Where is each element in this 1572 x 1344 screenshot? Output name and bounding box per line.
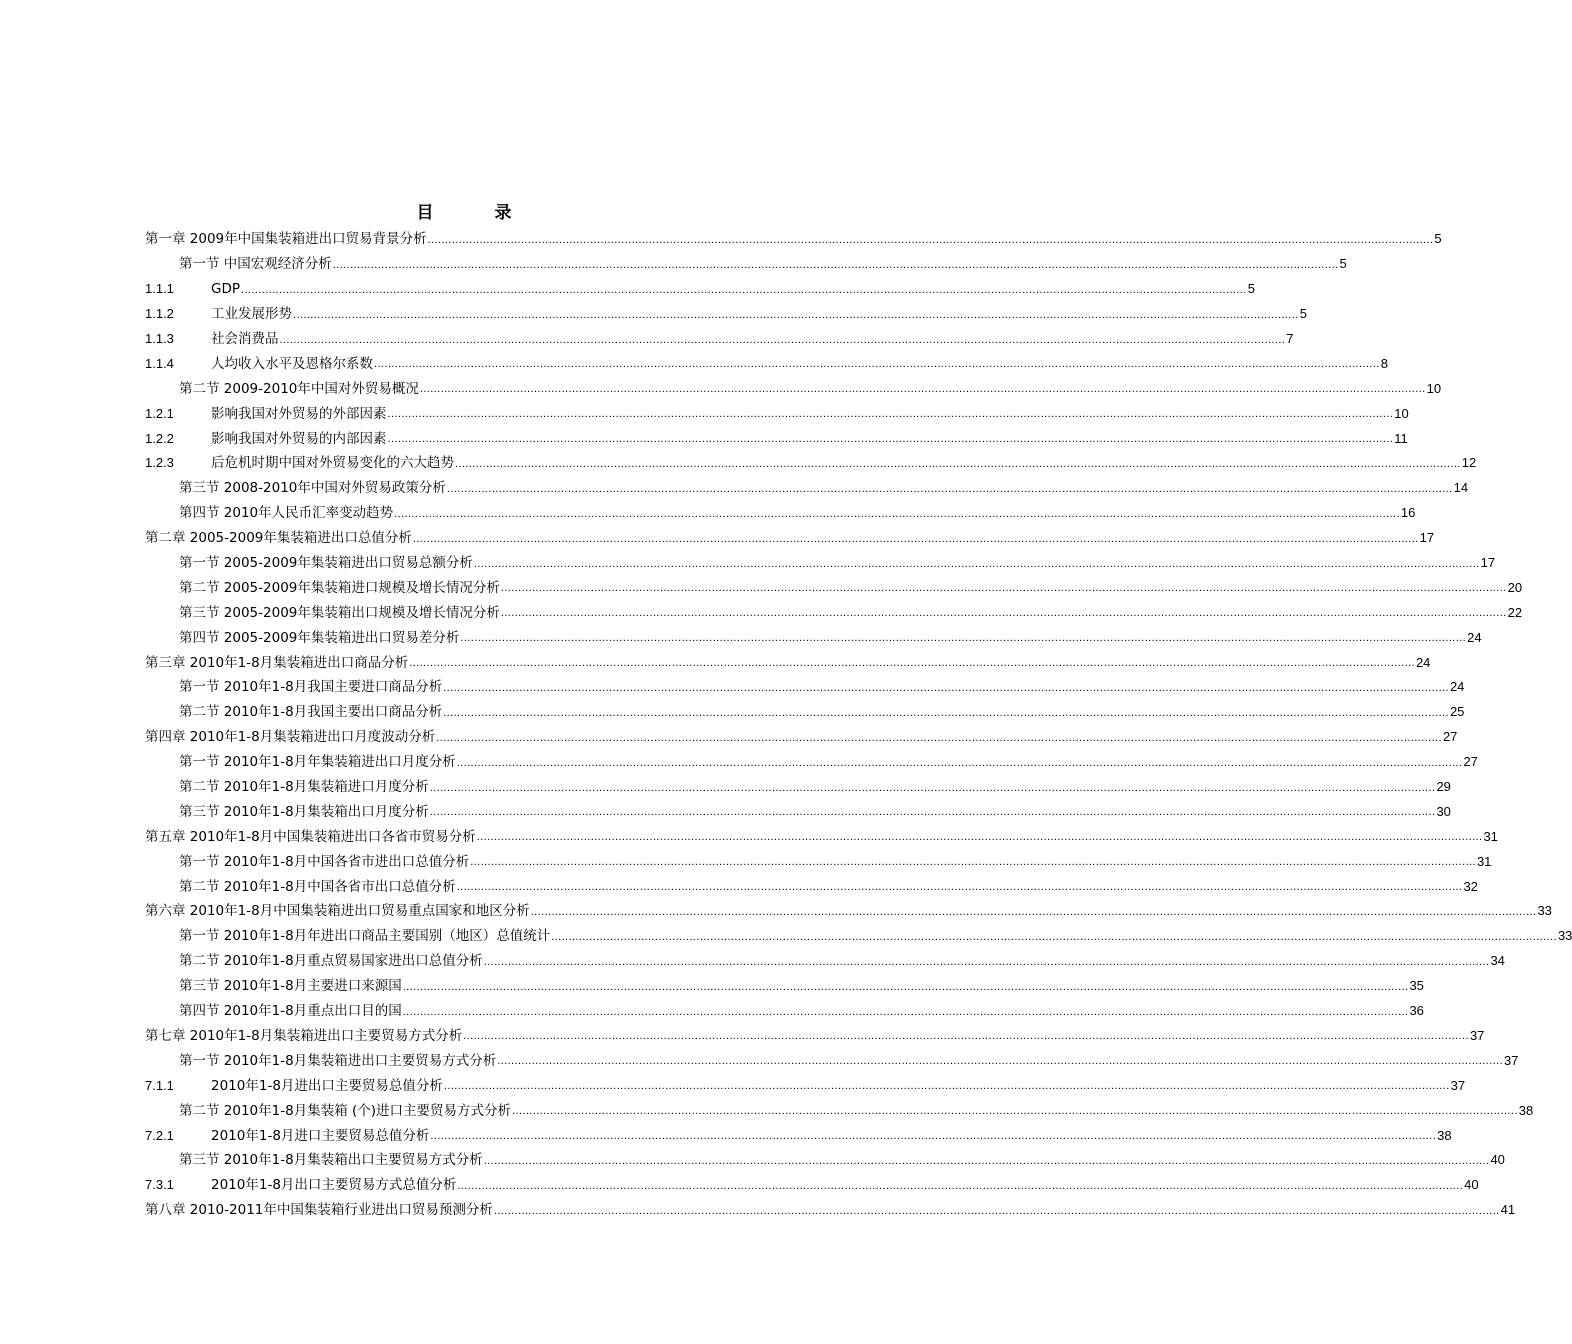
toc-dot-leader <box>428 231 1434 248</box>
toc-dot-leader <box>430 779 1436 796</box>
toc-entry-title: 第四节 2010年1-8月重点出口目的国 <box>179 1003 402 1020</box>
toc-entry-page-number: 40 <box>1464 1177 1479 1193</box>
toc-dot-leader <box>374 355 1380 372</box>
toc-dot-leader <box>403 1003 1409 1020</box>
toc-entry[interactable] <box>145 551 1496 576</box>
toc-entry-page-number: 17 <box>1480 555 1496 571</box>
toc-entry-title: 后危机时期中国对外贸易变化的六大趋势 <box>211 455 454 472</box>
toc-dot-leader <box>494 1202 1500 1219</box>
toc-dot-leader <box>457 878 1463 895</box>
toc-dot-leader <box>474 555 1480 572</box>
toc-entry-title: 第一节 2010年1-8月年集装箱进出口月度分析 <box>179 754 456 771</box>
toc-entry-page-number: 41 <box>1500 1202 1516 1218</box>
toc-entry-page-number: 31 <box>1483 828 1498 844</box>
toc-entry[interactable] <box>145 1073 1466 1098</box>
toc-entry-number: 7.2.1 <box>145 1127 174 1143</box>
toc-entry[interactable] <box>145 1173 1479 1198</box>
toc-entry-page-number: 40 <box>1490 1152 1505 1168</box>
toc-entry-page-number: 37 <box>1450 1077 1466 1093</box>
toc-dot-leader <box>293 306 1299 323</box>
toc-dot-leader <box>444 1077 1450 1094</box>
toc-entry-page-number: 27 <box>1463 754 1478 770</box>
toc-entry-page-number: 37 <box>1503 1052 1519 1068</box>
toc-entry-page-number: 14 <box>1453 480 1469 496</box>
toc-dot-leader <box>241 281 1247 298</box>
toc-entry-title: 第八章 2010-2011年中国集装箱行业进出口贸易预测分析 <box>145 1202 493 1219</box>
toc-dot-leader <box>394 505 1400 522</box>
toc-entry-page-number: 5 <box>1339 256 1347 272</box>
toc-dot-leader <box>413 530 1419 547</box>
toc-entry[interactable] <box>145 750 1478 775</box>
toc-dot-leader <box>430 803 1436 820</box>
toc-dot-leader <box>477 828 1483 845</box>
toc-entry-title: 第二节 2010年1-8月我国主要出口商品分析 <box>179 704 443 721</box>
toc-dot-leader <box>531 903 1537 920</box>
toc-entry-page-number: 22 <box>1507 604 1523 620</box>
toc-entry-page-number: 31 <box>1476 853 1492 869</box>
toc-entry-title: 第一节 2010年1-8月我国主要进口商品分析 <box>179 679 443 696</box>
toc-entry-page-number: 30 <box>1436 803 1451 819</box>
toc-dot-leader <box>443 704 1449 721</box>
toc-entry[interactable] <box>145 501 1416 526</box>
toc-entry-title: 第二节 2010年1-8月集装箱 (个)进口主要贸易方式分析 <box>179 1102 512 1119</box>
toc-entry[interactable] <box>145 799 1451 824</box>
toc-entry[interactable] <box>145 1198 1516 1223</box>
toc-entry[interactable] <box>145 1048 1519 1073</box>
table-of-contents <box>145 227 1572 1223</box>
toc-entry-title: 第二章 2005-2009年集装箱进出口总值分析 <box>145 530 412 547</box>
toc-entry[interactable] <box>145 426 1408 451</box>
toc-entry[interactable] <box>145 1148 1505 1173</box>
toc-entry-number: 7.1.1 <box>145 1077 174 1093</box>
toc-dot-leader <box>420 380 1426 397</box>
toc-entry-page-number: 24 <box>1467 629 1482 645</box>
toc-entry-title: 第四节 2010年人民币汇率变动趋势 <box>179 505 394 522</box>
toc-entry[interactable] <box>145 351 1388 376</box>
toc-entry-title: 第三节 2010年1-8月集装箱出口月度分析 <box>179 803 429 820</box>
toc-entry-page-number: 5 <box>1299 306 1307 322</box>
toc-dot-leader <box>463 1027 1469 1044</box>
toc-entry[interactable] <box>145 252 1347 277</box>
toc-entry-title: 第一章 2009年中国集装箱进出口贸易背景分析 <box>145 231 427 248</box>
toc-entry-title: 第七章 2010年1-8月集装箱进出口主要贸易方式分析 <box>145 1027 463 1044</box>
toc-entry-title: 人均收入水平及恩格尔系数 <box>211 355 373 372</box>
toc-entry[interactable] <box>145 949 1505 974</box>
toc-entry[interactable] <box>145 1024 1485 1049</box>
toc-dot-leader <box>460 629 1466 646</box>
toc-dot-leader <box>388 405 1394 422</box>
toc-entry-title: 第二节 2005-2009年集装箱进口规模及增长情况分析 <box>179 579 500 596</box>
toc-entry[interactable] <box>145 376 1442 401</box>
toc-dot-leader <box>430 1127 1436 1144</box>
toc-entry-title: 第三章 2010年1-8月集装箱进出口商品分析 <box>145 654 409 671</box>
toc-entry-title: 工业发展形势 <box>211 306 292 323</box>
toc-entry[interactable] <box>145 824 1498 849</box>
toc-dot-leader <box>512 1102 1518 1119</box>
toc-entry-number: 1.1.2 <box>145 306 174 322</box>
toc-entry-page-number: 35 <box>1409 978 1424 994</box>
toc-entry[interactable] <box>145 999 1424 1024</box>
toc-entry[interactable] <box>145 1123 1452 1148</box>
toc-entry-title: 2010年1-8月进口主要贸易总值分析 <box>211 1127 430 1144</box>
toc-dot-leader <box>470 853 1476 870</box>
toc-dot-leader <box>388 430 1394 447</box>
toc-entry[interactable] <box>145 227 1442 252</box>
toc-entry[interactable] <box>145 974 1424 999</box>
toc-entry[interactable] <box>145 700 1465 725</box>
toc-entry-number: 1.1.4 <box>145 355 174 371</box>
toc-entry-page-number: 8 <box>1380 355 1388 371</box>
toc-entry-title: 第二节 2010年1-8月集装箱进口月度分析 <box>179 779 429 796</box>
toc-entry-title: 第一节 2010年1-8月集装箱进出口主要贸易方式分析 <box>179 1052 497 1069</box>
toc-entry-page-number: 27 <box>1442 729 1458 745</box>
toc-entry[interactable] <box>145 675 1465 700</box>
toc-entry-page-number: 25 <box>1449 704 1465 720</box>
toc-entry-page-number: 24 <box>1415 654 1431 670</box>
toc-entry-title: 第一节 2010年1-8月中国各省市进出口总值分析 <box>179 853 470 870</box>
toc-entry-title: 影响我国对外贸易的内部因素 <box>211 430 387 447</box>
toc-entry-page-number: 33 <box>1557 928 1572 944</box>
toc-entry-title: 第二节 2010年1-8月重点贸易国家进出口总值分析 <box>179 953 483 970</box>
toc-entry-page-number: 33 <box>1537 903 1552 919</box>
toc-entry[interactable] <box>145 476 1469 501</box>
toc-title: 目 录 <box>416 203 534 223</box>
toc-entry[interactable] <box>145 600 1523 625</box>
toc-entry-title: 第四章 2010年1-8月集装箱进出口月度波动分析 <box>145 729 436 746</box>
toc-dot-leader <box>457 1177 1463 1194</box>
toc-dot-leader <box>409 654 1415 671</box>
toc-entry-title: 影响我国对外贸易的外部因素 <box>211 405 387 422</box>
toc-entry-page-number: 38 <box>1437 1127 1452 1143</box>
toc-entry-title: 2010年1-8月出口主要贸易方式总值分析 <box>211 1177 457 1194</box>
toc-entry-title: 第三节 2010年1-8月主要进口来源国 <box>179 978 402 995</box>
toc-dot-leader <box>280 331 1286 348</box>
toc-entry-title: 第一节 2005-2009年集装箱进出口贸易总额分析 <box>179 555 473 572</box>
toc-entry-page-number: 5 <box>1434 231 1442 247</box>
toc-entry-page-number: 11 <box>1394 430 1408 446</box>
toc-entry-page-number: 20 <box>1507 579 1523 595</box>
toc-entry[interactable] <box>145 277 1255 302</box>
toc-entry-page-number: 7 <box>1286 331 1294 346</box>
toc-entry-page-number: 38 <box>1518 1102 1534 1118</box>
toc-dot-leader <box>501 604 1507 621</box>
toc-dot-leader <box>497 1052 1503 1069</box>
toc-dot-leader <box>403 978 1409 995</box>
toc-entry-title: 第三节 2010年1-8月集装箱出口主要贸易方式分析 <box>179 1152 483 1169</box>
toc-entry-number: 1.2.3 <box>145 455 174 471</box>
toc-entry-page-number: 36 <box>1409 1003 1424 1019</box>
toc-entry-title: 第三节 2005-2009年集装箱出口规模及增长情况分析 <box>179 604 500 621</box>
toc-dot-leader <box>484 1152 1490 1169</box>
toc-entry-page-number: 10 <box>1394 405 1409 421</box>
toc-entry-number: 1.1.1 <box>145 281 174 297</box>
toc-entry-number: 7.3.1 <box>145 1177 174 1193</box>
toc-dot-leader <box>457 754 1463 771</box>
toc-entry-page-number: 24 <box>1449 679 1465 695</box>
toc-entry-title: 第一节 中国宏观经济分析 <box>179 256 332 273</box>
toc-entry-title: 第二节 2010年1-8月中国各省市出口总值分析 <box>179 878 456 895</box>
toc-entry-page-number: 29 <box>1436 779 1451 795</box>
toc-entry-title: 社会消费品 <box>211 331 279 347</box>
toc-entry-title: 第二节 2009-2010年中国对外贸易概况 <box>179 380 419 397</box>
toc-entry[interactable] <box>145 874 1478 899</box>
toc-entry[interactable] <box>145 625 1482 650</box>
toc-entry[interactable] <box>145 899 1552 924</box>
toc-entry[interactable] <box>145 302 1307 327</box>
toc-entry[interactable] <box>145 775 1451 800</box>
toc-entry[interactable] <box>145 1098 1534 1123</box>
toc-entry[interactable] <box>145 650 1431 675</box>
toc-entry[interactable] <box>145 526 1435 551</box>
toc-entry-title: 第三节 2008-2010年中国对外贸易政策分析 <box>179 480 446 497</box>
toc-dot-leader <box>333 256 1339 273</box>
toc-entry[interactable] <box>145 575 1523 600</box>
toc-entry-page-number: 34 <box>1490 953 1505 969</box>
toc-entry-page-number: 17 <box>1419 530 1435 546</box>
toc-entry-page-number: 10 <box>1426 380 1442 396</box>
toc-entry-page-number: 5 <box>1247 281 1255 297</box>
toc-entry-title: 第四节 2005-2009年集装箱进出口贸易差分析 <box>179 629 460 646</box>
toc-dot-leader <box>484 953 1490 970</box>
toc-entry[interactable] <box>145 451 1477 476</box>
toc-entry-title: 第六章 2010年1-8月中国集装箱进出口贸易重点国家和地区分析 <box>145 903 530 920</box>
toc-entry-page-number: 32 <box>1463 878 1478 894</box>
toc-entry-page-number: 16 <box>1400 505 1416 521</box>
toc-entry-page-number: 12 <box>1461 455 1477 471</box>
toc-entry-number: 1.1.3 <box>145 331 174 346</box>
toc-entry-title: GDP <box>211 281 240 298</box>
toc-entry[interactable] <box>145 849 1492 874</box>
toc-dot-leader <box>455 455 1461 472</box>
toc-entry[interactable] <box>145 924 1572 949</box>
toc-entry-title: 第五章 2010年1-8月中国集装箱进出口各省市贸易分析 <box>145 828 476 845</box>
toc-entry-number: 1.2.1 <box>145 405 174 421</box>
toc-entry[interactable] <box>145 327 1294 352</box>
toc-entry-title: 第一节 2010年1-8月年进出口商品主要国别（地区）总值统计 <box>179 928 551 945</box>
toc-dot-leader <box>436 729 1442 746</box>
toc-dot-leader <box>551 928 1557 945</box>
toc-dot-leader <box>447 480 1453 497</box>
toc-dot-leader <box>501 579 1507 596</box>
toc-entry-page-number: 37 <box>1469 1027 1485 1043</box>
toc-dot-leader <box>443 679 1449 696</box>
toc-entry-title: 2010年1-8月进出口主要贸易总值分析 <box>211 1077 443 1094</box>
toc-entry[interactable] <box>145 725 1458 750</box>
toc-entry[interactable] <box>145 401 1409 426</box>
toc-entry-number: 1.2.2 <box>145 430 174 446</box>
